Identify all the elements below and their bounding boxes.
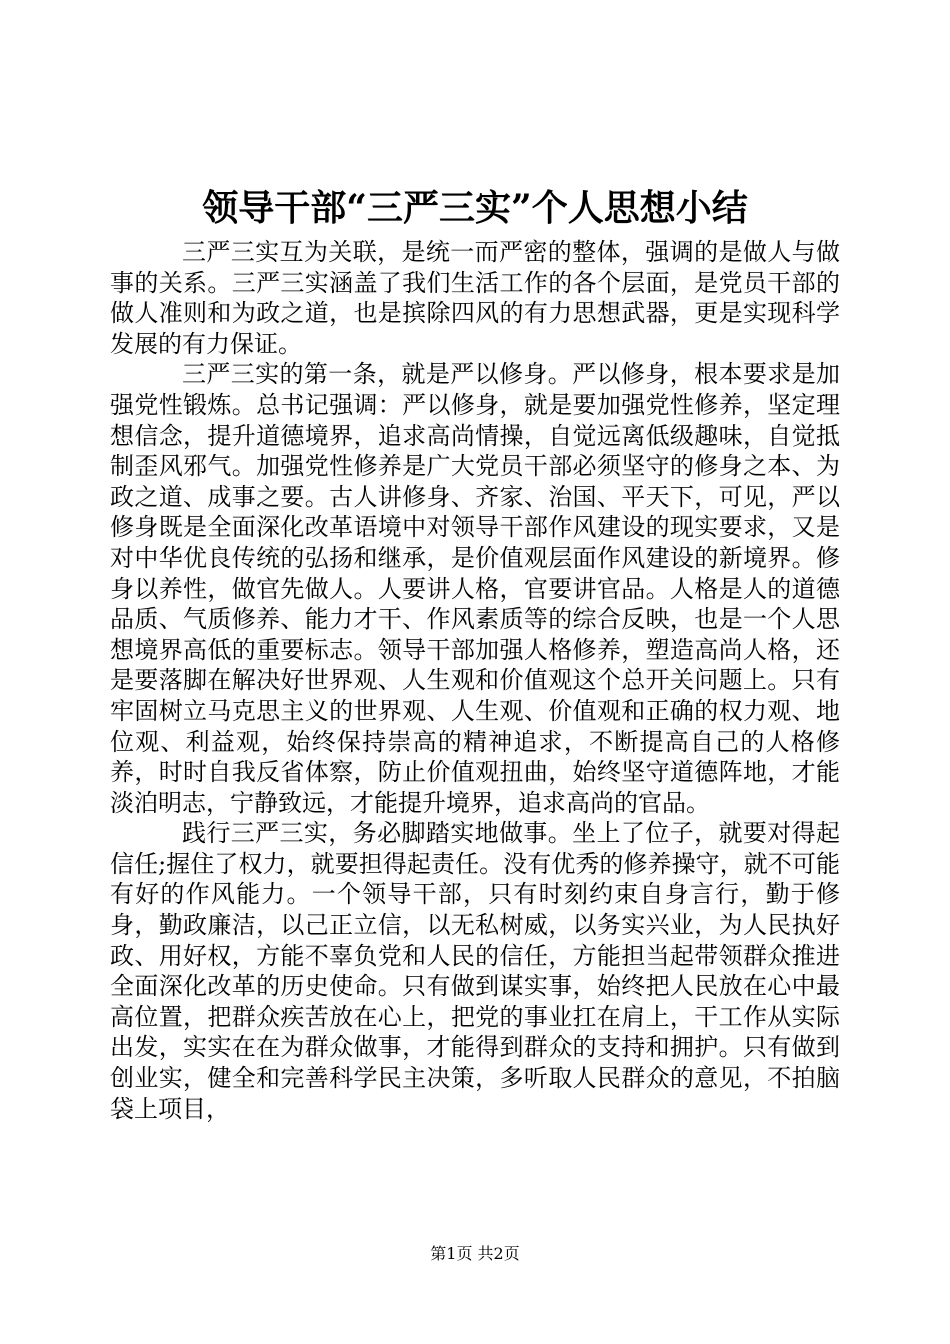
page-number-footer: 第1页 共2页	[430, 1244, 520, 1263]
paragraph-3: 践行三严三实，务必脚踏实地做事。坐上了位子，就要对得起信任;握住了权力，就要担得起责任。没有优秀的修养操守，就不可能有好的作风能力。一个领导干部，只有时刻约束自身言行，勤于修身，勤政廉洁，以己正立信，以无私树威，以务实兴业，为人民执好政、用好权，方能不辜负党和人民的信任，方能担当起带领群众推进全面深化改革的历史使命。只有做到谋实事，始终把人民放在心中最高位置，把群众疾苦放在心上，把党的事业扛在肩上，干工作从实际出发，实实在在为群众做事，才能得到群众的支持和拥护。只有做到创业实，健全和完善科学民主决策，多听取人民群众的意见，不拍脑袋上项目，	[110, 819, 840, 1123]
document-body	[110, 237, 840, 1124]
paragraph-1: 三严三实互为关联，是统一而严密的整体，强调的是做人与做事的关系。三严三实涵盖了我们生活工作的各个层面，是党员干部的做人准则和为政之道，也是摈除四风的有力思想武器，更是实现科学发展的有力保证。	[110, 238, 840, 358]
paragraph-2: 三严三实的第一条，就是严以修身。严以修身，根本要求是加强党性锻炼。总书记强调：严以修身，就是要加强党性修养，坚定理想信念，提升道德境界，追求高尚情操，自觉远离低级趣味，自觉抵制歪风邪气。加强党性修养是广大党员干部必须坚守的修身之本、为政之道、成事之要。古人讲修身、齐家、治国、平天下，可见，严以修身既是全面深化改革语境中对领导干部作风建设的现实要求，又是对中华优良传统的弘扬和继承，是价值观层面作风建设的新境界。修身以养性，做官先做人。人要讲人格，官要讲官品。人格是人的道德品质、气质修养、能力才干、作风素质等的综合反映，也是一个人思想境界高低的重要标志。领导干部加强人格修养，塑造高尚人格，还是要落脚在解决好世界观、人生观和价值观这个总开关问题上。只有牢固树立马克思主义的世界观、人生观、价值观和正确的权力观、地位观、利益观，始终保持崇高的精神追求，不断提高自己的人格修养，时时自我反省体察，防止价值观扭曲，始终坚守道德阵地，才能淡泊明志，宁静致远，才能提升境界，追求高尚的官品。	[110, 360, 840, 817]
document-title: 领导干部“三严三实”个人思想小结	[202, 187, 748, 229]
